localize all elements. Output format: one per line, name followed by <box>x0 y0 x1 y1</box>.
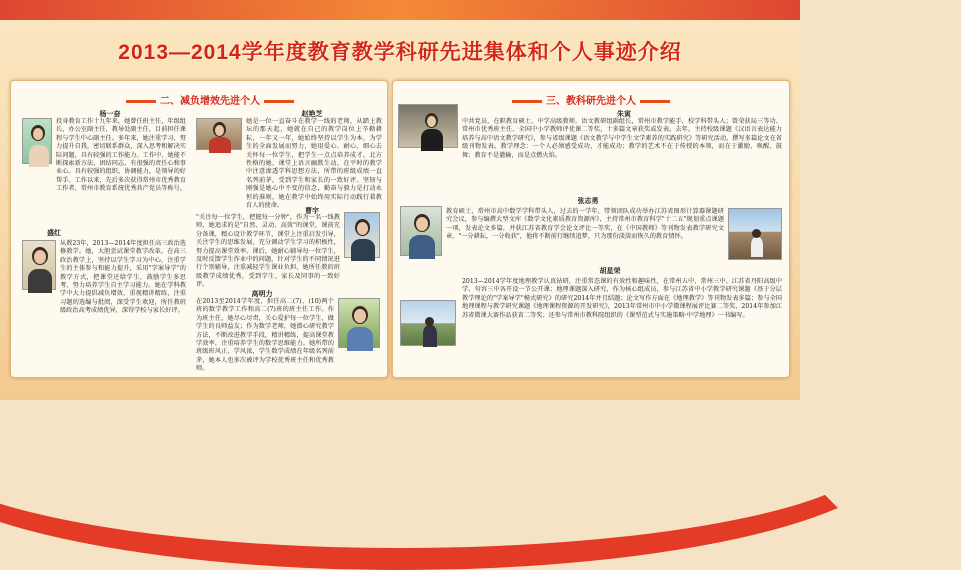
right-section-heading <box>508 92 674 106</box>
photo-zhang <box>400 206 442 256</box>
person-name-zhao: 赵艳芝 <box>301 110 323 118</box>
page-title: 2013—2014学年度教育教学科研先进集体和个人事迹介绍 <box>118 41 682 64</box>
person-name-sheng: 盛红 <box>47 229 61 237</box>
person-name-yang: 杨一奋 <box>99 110 121 118</box>
person-name-zhu: 朱寅 <box>617 110 631 118</box>
photo-yang <box>22 118 52 164</box>
left-section-heading <box>122 92 298 106</box>
right-section-heading-text: 三、教科研先进个人 <box>546 96 636 107</box>
photo-zhu <box>398 104 458 148</box>
person-name-zhang: 张志勇 <box>577 197 599 205</box>
person-text-zhao: 她是一位一直奋斗在教学一线的老师，从踏上教坛的那天起，她就在自己的教学岗位上辛勤耕耘，一年又一年，她始终坚持以学生为本，为学生的全面发展而努力，她用爱心、耐心、细心去关怀每一位学生，把学生一点点培养成才。北方性格的她，课堂上语言幽默生动，在平时的教学中注意渗透学科思想方法，所带的班级成绩一直名列前茅，受到学生和家长的一致好评。坚韧与刚强是她心中不变的信念，勤奋与毅力是打动永恒的准则，她在教学中始终用实际行动践行着教育人的使命。 <box>246 118 382 210</box>
person-name-hu: 胡星荣 <box>599 267 621 275</box>
person-name-gao: 高明力 <box>251 290 273 298</box>
person-text-zhang: 教育硕士，常州市高中数学学科带头人，过去的一学年，带领团队成功举办江苏省图形计算器课题研究会议，参与编撰大型文库《数学文化素质教育资源库》，主持常州市教育科学"十二五"规划重点课题一项，发表论文多篇，并获江苏省教育学会论文评比一等奖，在《中国教师》等刊物发表教学研究文章。"一分耕耘，一分收获"，他将不断前行继续追梦，只为那份淡淡而恢久的教育情怀。 <box>446 208 724 241</box>
person-text-zhu: 中共党员，在职教育硕士，中学高级教师，语文教研组副组长，常州市教学能手，校学科带头人；曾荣获局三等功、常州市优秀班主任、全国中小学教师评优课二等奖，十多篇文章获奖或发表。去年，主持校级课题《汉语言表达能力培养与高中语文教学研究》，参与省级课题《语文教学与中学生文学素养的实践研究》等研究活动，撰写多篇论文在省级刊物发表。教学理念：一个人必须感受成功，才能成功；教学的艺术不在于传授的本领，而在于激励、唤醒、鼓舞；教育不是灌输，而是点燃火焰。 <box>462 118 782 159</box>
photo-sheng <box>22 240 56 290</box>
photo-zhang-campus <box>728 208 782 260</box>
photo-zhao <box>196 118 242 150</box>
person-name-cao: 曹宇 <box>305 207 319 215</box>
left-section-heading-text: 二、减负增效先进个人 <box>160 96 260 107</box>
person-text-hu: 2013—2014学年度地理教学认真钻研，注重常态课的有效性和趣味性，在常州五中、常州三中、江苏省丹阳高级中学、句容三中各开设一节公开课；地理课题深入研究，作为核心组成员，参与江苏省中小学教学研究课题《基于分层教学理论的"学案导学"模式研究》的研究2014年并且结题；论文写作方面在《地理教学》等刊物发表多篇；参与全国地理课程与教学研究课题《地理课程资源的开发研究》，2013年常州市中小学微课程展评比赛二等奖、2014年参加江苏省微课大赛作品获省二等奖；还参与常州市教科院组织的《课型范式与实施策略·中学地理》一书编写。 <box>462 278 782 319</box>
person-text-yang: 投身教育工作十九年来，她曾任班主任，年级组长，办公室副主任，教导处副主任，目前担任课程与学生中心副主任。多年来，她注重学习，努力提升自我，密切联系群众，深入思考和解决实际问题，具有较强的工作能力。工作中，她能不断探索新方法，团结同志，有很强的责任心和事业心。具有较强的组织、协调能力，是领导的好帮手。工作以来，先后多次获得常州市优秀教育工作者、常州市教育系统优秀共产党员等称号。 <box>56 118 186 193</box>
photo-hu <box>400 300 456 346</box>
person-text-gao: 在2013至2014学年度，担任高二(7)、(10)两个班的数学教学工作和高二(7)班的班主任工作。作为班主任，她尽心尽责，关心爱护每一位学生，做学生的良师益友；作为数学老师，她潜心研究教学方法，不断改进教学手段，精讲精练，提高课堂教学效率，注重培养学生的数学思维能力。她所带的班级班风正、学风浓，学生数学成绩在年级名列前茅，她本人也多次被评为学校优秀班主任和优秀教师。 <box>196 298 334 373</box>
person-text-sheng: 从教23年，2013—2014年度担任高三政治选修教学。她，大胆尝试课堂教学改革，在高三政治教学上，坚持以学生学习为中心，注重学生的主体参与和能力提升，采用"学案导学"的教学方式，把课堂还给学生，鼓励学生多思考，努力培养学生自主学习能力。她在学科教学中大力提倡减负增效，重视精讲精练，注重习题的选编与批阅，深受学生欢迎，所任教班级政治高考成绩优异，深得学校与家长好评。 <box>60 240 186 315</box>
person-text-cao: "关注每一位学生，把握每一分钟"，作为一名一线教师，她追求的是"自然、灵动、高效"的课堂，课前充分备课，精心设计教学环节，课堂上注重启发引导，关注学生的思维发展，充分调动学生学习的积极性，努力提高课堂效率。课后，她耐心辅导每一位学生，及时反馈学生作业中的问题，针对学生的不同情况进行个别辅导，注重减轻学生课业负担，她所任教的班级教学成绩优秀，受到学生、家长及同事的一致好评。 <box>196 214 340 289</box>
photo-cao <box>344 212 380 258</box>
photo-gao <box>338 298 380 348</box>
